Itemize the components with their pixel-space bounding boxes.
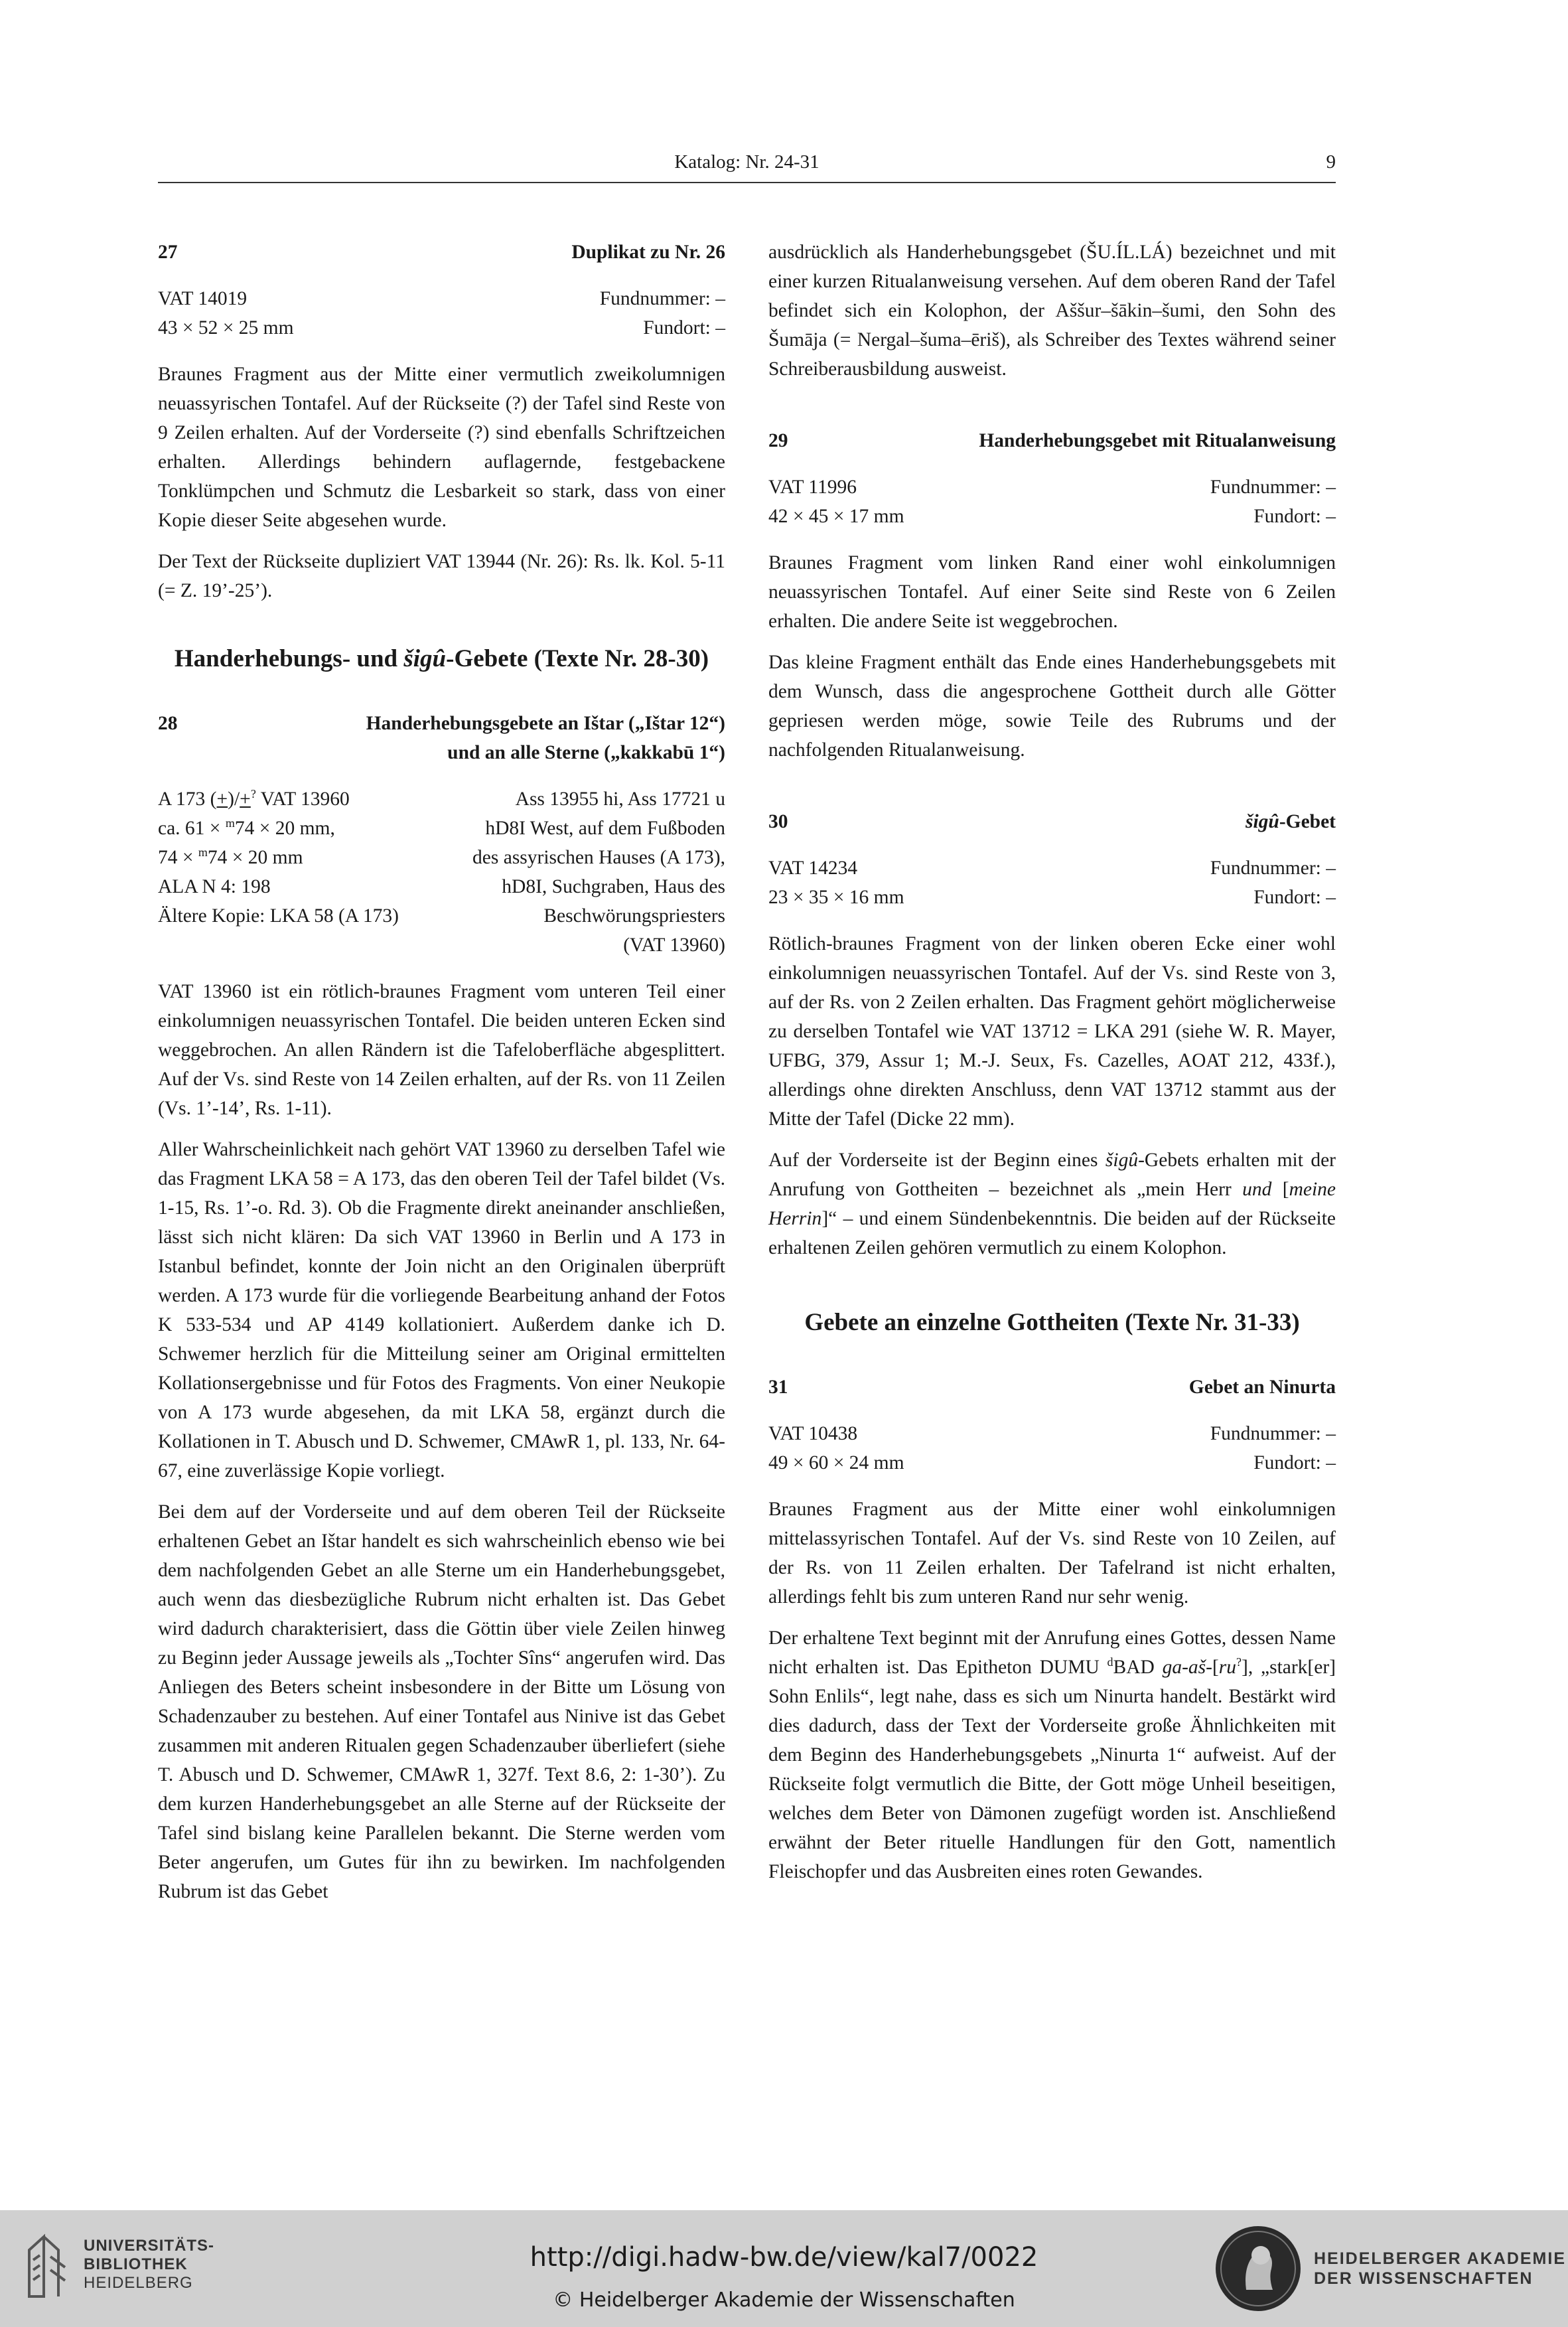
- museum-number: VAT 14019: [158, 288, 248, 309]
- entry-29-heading: [768, 426, 1336, 455]
- meta-row: [768, 883, 1336, 912]
- running-head: [158, 151, 1336, 183]
- meta-right: hD8I West, auf dem Fußboden: [485, 818, 725, 839]
- dimensions: 43 × 52 × 25 mm: [158, 317, 294, 338]
- meta-row: [768, 1448, 1336, 1477]
- entry-number: 31: [768, 1377, 788, 1398]
- meta-right: (VAT 13960): [623, 935, 725, 956]
- paragraph: Braunes Fragment aus der Mitte einer wohl einkolumnigen mittelassyrischen Tontafel. Auf der Vs. sind Reste von 10 Zeilen, auf der Rs. von 11 Zeilen erhalten. Der Tafelrand ist nicht erhalten, allerdings fehlt bis zum unteren Rand nur sehr wenig.: [768, 1499, 1336, 1608]
- entry-title-line: und an alle Sterne („kakkabū 1“): [447, 742, 725, 763]
- paragraph: Auf der Vorderseite ist der Beginn eines šigû-Gebets erhalten mit der Anrufung von Gottheiten – bezeichnet als „mein Herr und [meine Herrin]“ – und einem Sündenbekenntnis. Die beiden auf der Rückseite erhaltenen Zeilen gehören vermutlich zu einem Kolophon.: [768, 1150, 1336, 1258]
- entry-31-heading: [768, 1373, 1336, 1402]
- entry-30-heading: [768, 807, 1336, 836]
- museum-number: VAT 10438: [768, 1423, 858, 1444]
- meta-right: des assyrischen Hauses (A 173),: [472, 847, 725, 868]
- find-location: Fundort: –: [1253, 506, 1336, 527]
- entry-number: 27: [158, 242, 178, 263]
- find-number: Fundnummer: –: [1210, 477, 1336, 498]
- entry-27-heading: [158, 238, 725, 267]
- entry-28-meta: [158, 785, 725, 960]
- find-number: Fundnummer: –: [599, 288, 725, 309]
- meta-row: [768, 854, 1336, 883]
- meta-row: [768, 1419, 1336, 1448]
- entry-title: šigû-Gebet: [1245, 811, 1336, 832]
- paragraph: Rötlich-braunes Fragment von der linken oberen Ecke einer wohl einkolumnigen neuassyrischen Tontafel. Auf der Vs. sind Reste von 3, auf der Rs. von 2 Zeilen erhalten. Das Fragment gehört möglicherweise zu derselben Tontafel wie VAT 13712 = LKA 291 (siehe W. R. Mayer, UFBG, 379, Assur 1; M.-J. Seux, Fs. Cazelles, AOAT 212, 433f.), allerdings ohne direkten Anschluss, denn VAT 13712 stammt aus der Mitte der Tafel (Dicke 22 mm).: [768, 933, 1336, 1130]
- museum-number: VAT 14234: [768, 858, 858, 879]
- copyright-notice: © Heidelberger Akademie der Wissenschaften: [553, 2289, 1015, 2312]
- entry-number: 29: [768, 430, 788, 451]
- academy-seal-icon: [1213, 2223, 1303, 2314]
- find-location: Fundort: –: [1253, 1452, 1336, 1473]
- meta-row: [768, 502, 1336, 531]
- paragraph: Braunes Fragment vom linken Rand einer wohl einkolumnigen neuassyrischen Tontafel. Auf einer Seite sind Reste von 6 Zeilen erhalten. Die andere Seite ist weggebrochen.: [768, 552, 1336, 632]
- meta-left: Ältere Kopie: LKA 58 (A 173): [158, 905, 399, 927]
- dimensions: 49 × 60 × 24 mm: [768, 1452, 904, 1473]
- paragraph: VAT 13960 ist ein rötlich-braunes Fragment vom unteren Teil einer einkolumnigen neuassyrischen Tontafel. Die beiden unteren Ecken sind weggebrochen. An allen Rändern ist die Tafeloberfläche abgesplittert. Auf der Vs. sind Reste von 14 Zeilen erhalten, auf der Rs. von 11 Zeilen (Vs. 1’-14’, Rs. 1-11).: [158, 981, 725, 1119]
- page-number: 9: [1326, 151, 1336, 173]
- meta-left: ALA N 4: 198: [158, 876, 271, 897]
- meta-row: [768, 473, 1336, 502]
- paragraph: Das kleine Fragment enthält das Ende eines Handerhebungsgebets mit dem Wunsch, dass die angesprochene Gottheit durch alle Götter gepriesen werden möge, sowie Teile des Rubrums und der nachfolgenden Ritualanweisung.: [768, 652, 1336, 761]
- find-location: Fundort: –: [643, 317, 725, 338]
- meta-left: A 173 (+)/+? VAT 13960: [158, 787, 350, 810]
- meta-right: hD8I, Suchgraben, Haus des: [502, 876, 725, 897]
- entry-31-meta: [768, 1419, 1336, 1477]
- museum-number: VAT 11996: [768, 477, 857, 498]
- running-head-title: Katalog: Nr. 24-31: [674, 151, 820, 173]
- section-heading: Gebete an einzelne Gottheiten (Texte Nr. 31-33): [804, 1309, 1300, 1336]
- paragraph: Bei dem auf der Vorderseite und auf dem oberen Teil der Rückseite erhaltenen Gebet an Ištar handelt es sich wahrscheinlich ebenso wie bei dem nachfolgenden Gebet an alle Sterne um ein Handerhebungsgebet, auch wenn das diesbezügliche Rubrum nicht erhalten ist. Das Gebet wird dadurch charakterisiert, dass die Göttin über viele Zeilen hinweg zu Beginn jeder Aussage jeweils als „Tochter Sîns“ angerufen wird. Das Anliegen des Beters scheint insbesondere in der Bitte um Lösung von Schadenzauber zu bestehen. Auf einer Tontafel aus Ninive ist das Gebet zusammen mit anderen Ritualen gegen Schadenzauber überliefert (siehe T. Abusch und D. Schwemer, CMAwR 1, 327f. Text 8.6, 2: 1-30’). Zu dem kurzen Handerhebungsgebet an alle Sterne auf der Rückseite der Tafel sind bislang keine Parallelen bekannt. Die Sterne werden vom Beter angerufen, um Gutes für ihn zu bewirken. Im nachfolgenden Rubrum ist das Gebet: [158, 1501, 725, 1902]
- document-url-link[interactable]: http://digi.hadw-bw.de/view/kal7/0022: [530, 2242, 1038, 2273]
- entry-28-heading: [158, 709, 725, 767]
- paragraph: Braunes Fragment aus der Mitte einer vermutlich zweikolumnigen neuassyrischen Tontafel. Auf der Rückseite (?) der Tafel sind Reste von 9 Zeilen erhalten. Auf der Vorderseite (?) sind ebenfalls Schriftzeichen erhalten. Allerdings behindern auflagernde, festgebackene Tonklümpchen und Schmutz die Lesbarkeit so stark, dass von einer Kopie dieser Seite abgesehen wurde.: [158, 364, 725, 531]
- paragraph: Der erhaltene Text beginnt mit der Anrufung eines Gottes, dessen Name nicht erhalten ist. Das Epitheton DUMU $^d$BAD ga-aš-[ru?], „stark[er] Sohn Enlils“, legt nahe, dass es sich um Ninurta handelt. Bestärkt wird dies dadurch, dass der Text der Vorderseite große Ähnlichkeiten mit dem Beginn des Handerhebungsgebets „Ninurta 1“ aufweist. Auf der Rückseite folgt vermutlich die Bitte, der Gott möge Unheil beseitigen, welches dem Beter von Dämonen zugefügt worden ist. Anschließend erwähnt der Beter rituelle Handlungen für den Gott, namentlich Fleischopfer und das Ausbreiten eines roten Gewandes.: [768, 1627, 1336, 1882]
- meta-left: ca. 61 × $^m$74 × 20 mm,: [158, 816, 335, 839]
- entry-title-line: Handerhebungsgebete an Ištar („Ištar 12“): [366, 713, 725, 734]
- dimensions: 23 × 35 × 16 mm: [768, 887, 904, 908]
- entry-title: Duplikat zu Nr. 26: [571, 242, 725, 263]
- meta-right: Beschwörungspriesters: [543, 905, 725, 927]
- academy-name: HEIDELBERGER AKADEMIE DER WISSENSCHAFTEN: [1314, 2249, 1566, 2288]
- entry-title: [366, 709, 725, 767]
- paragraph: ausdrücklich als Handerhebungsgebet (ŠU.ÍL.LÁ) bezeichnet und mit einer kurzen Ritualanweisung versehen. Auf dem oberen Rand der Tafel befindet sich ein Kolophon, der Aššur–šākin–šumi, den Sohn des Šumāja (= Nergal–šuma–ēriš), als Schreiber des Textes während seiner Schreiberausbildung ausweist.: [768, 242, 1336, 380]
- meta-left: 74 × $^m$74 × 20 mm: [158, 846, 303, 868]
- university-library-name: UNIVERSITÄTS- BIBLIOTHEK HEIDELBERG: [84, 2237, 215, 2292]
- entry-29-meta: [768, 473, 1336, 531]
- entry-title: Handerhebungsgebet mit Ritualanweisung: [979, 430, 1336, 451]
- entry-number: 30: [768, 811, 788, 832]
- footer-bar: [0, 2210, 1568, 2327]
- entry-number: 28: [158, 713, 178, 734]
- find-number: Fundnummer: –: [1210, 858, 1336, 879]
- find-number: Fundnummer: –: [1210, 1423, 1336, 1444]
- section-heading: Handerhebungs- und šigû-Gebete (Texte Nr. 28-30): [174, 645, 709, 672]
- meta-left: [158, 931, 399, 960]
- dimensions: 42 × 45 × 17 mm: [768, 506, 904, 527]
- meta-row: [158, 313, 725, 342]
- paragraph: Aller Wahrscheinlichkeit nach gehört VAT 13960 zu derselben Tafel wie das Fragment LKA 58 = A 173, das den oberen Teil der Tafel bildet (Vs. 1-15, Rs. 1’-o. Rd. 3). Ob die Fragmente direkt aneinander anschließen, lässt sich nicht klären: Da sich VAT 13960 in Berlin und A 173 in Istanbul befindet, konnte der Join nicht an den Originalen überprüft werden. A 173 wurde für die vorliegende Bearbeitung anhand der Fotos K 533-534 und AP 4149 kollationiert. Außerdem danke ich D. Schwemer herzlich für die Mitteilung seiner am Original ermittelten Kollationsergebnisse und für Fotos des Fragments. Von einer Neukopie von A 173 wurde abgesehen, da mit LKA 58, ergänzt durch die Kollationen in T. Abusch und D. Schwemer, CMAwR 1, pl. 133, Nr. 64-67, eine zuverlässige Kopie vorliegt.: [158, 1139, 725, 1481]
- meta-right: Ass 13955 hi, Ass 17721 u: [515, 788, 725, 810]
- paragraph: Der Text der Rückseite dupliziert VAT 13944 (Nr. 26): Rs. lk. Kol. 5-11 (= Z. 19’-25’).: [158, 551, 725, 601]
- find-location: Fundort: –: [1253, 887, 1336, 908]
- entry-30-meta: [768, 854, 1336, 912]
- right-column: [768, 238, 1336, 1898]
- entry-27-meta: [158, 284, 725, 342]
- left-column: [158, 238, 725, 1918]
- entry-title: Gebet an Ninurta: [1188, 1377, 1336, 1398]
- meta-row: [158, 284, 725, 313]
